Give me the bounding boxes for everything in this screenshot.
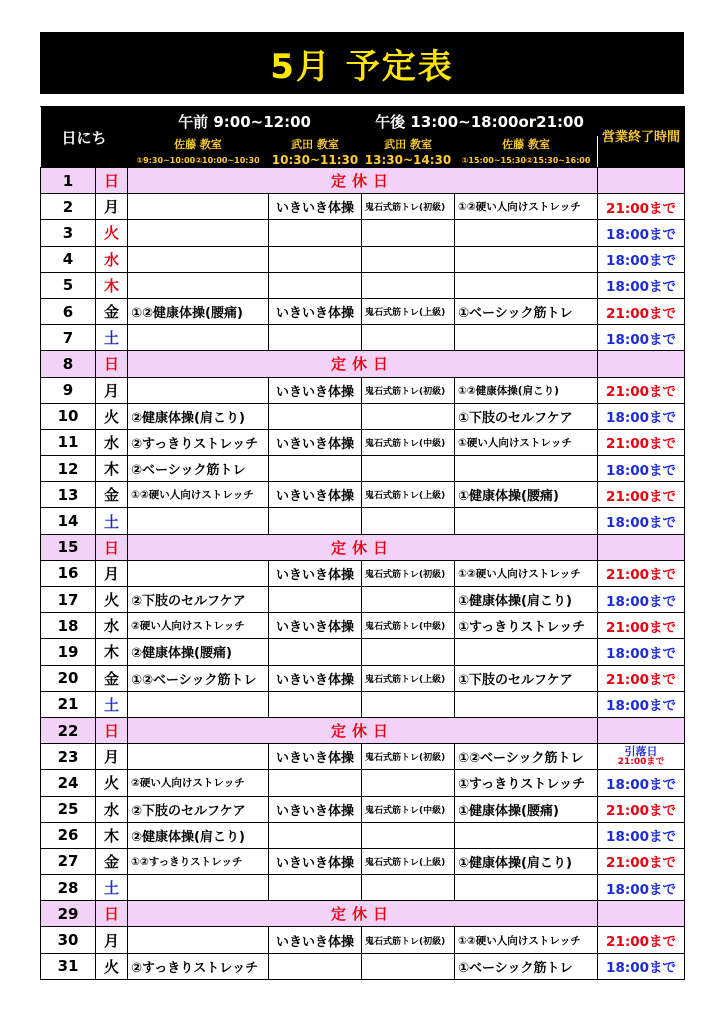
class2-cell (269, 587, 362, 613)
class4-cell (455, 691, 598, 717)
class2-name: 武田 教室 (269, 136, 362, 153)
class3-cell (362, 508, 455, 534)
table-row (41, 744, 685, 770)
class1-cell (128, 744, 269, 770)
class1-cell: ②硬い人向けストレッチ (128, 770, 269, 796)
close-time (598, 351, 685, 377)
class2-cell (269, 456, 362, 482)
table-row (41, 770, 685, 796)
day-number: 6 (41, 298, 96, 324)
weekday: 金 (96, 848, 128, 874)
day-number: 12 (41, 456, 96, 482)
weekday: 月 (96, 377, 128, 403)
table-row (41, 560, 685, 586)
class1-cell (128, 560, 269, 586)
weekday: 日 (96, 168, 128, 194)
class4-time: ①15:00~15:30②15:30~16:00 (455, 153, 598, 168)
day-number: 4 (41, 246, 96, 272)
class4-cell: ①健康体操(肩こり) (455, 848, 598, 874)
class1-cell: ②すっきりストレッチ (128, 429, 269, 455)
class1-cell (128, 325, 269, 351)
weekday: 水 (96, 796, 128, 822)
class3-cell (362, 639, 455, 665)
table-row (41, 534, 685, 560)
day-number: 5 (41, 272, 96, 298)
class3-cell (362, 875, 455, 901)
class2-cell (269, 822, 362, 848)
day-number: 18 (41, 613, 96, 639)
class1-cell (128, 875, 269, 901)
class4-cell: ①ベーシック筋トレ (455, 953, 598, 979)
day-number: 14 (41, 508, 96, 534)
close-time: 18:00まで (598, 822, 685, 848)
weekday: 木 (96, 639, 128, 665)
weekday: 水 (96, 613, 128, 639)
table-row (41, 691, 685, 717)
class4-cell: ①②硬い人向けストレッチ (455, 560, 598, 586)
class2-cell (269, 508, 362, 534)
class4-cell: ①②硬い人向けストレッチ (455, 194, 598, 220)
close-time: 18:00まで (598, 508, 685, 534)
close-time-header: 営業終了時間 (598, 107, 685, 168)
table-row (41, 298, 685, 324)
day-number: 29 (41, 901, 96, 927)
weekday: 水 (96, 429, 128, 455)
table-row (41, 665, 685, 691)
class3-cell (362, 770, 455, 796)
weekday: 月 (96, 194, 128, 220)
table-row (41, 508, 685, 534)
class2-cell: いきいき体操 (269, 927, 362, 953)
close-time (598, 717, 685, 743)
class2-time: 10:30~11:30 (269, 153, 362, 168)
class1-cell (128, 691, 269, 717)
class2-cell: いきいき体操 (269, 613, 362, 639)
class3-cell (362, 456, 455, 482)
table-row (41, 168, 685, 194)
class4-cell (455, 325, 598, 351)
day-number: 22 (41, 717, 96, 743)
day-number: 19 (41, 639, 96, 665)
class2-cell (269, 272, 362, 298)
close-time: 18:00まで (598, 456, 685, 482)
weekday: 木 (96, 272, 128, 298)
schedule-table (40, 106, 685, 980)
class4-cell: ①②ベーシック筋トレ (455, 744, 598, 770)
close-time: 18:00まで (598, 272, 685, 298)
weekday: 土 (96, 325, 128, 351)
holiday-label: 定休日 (128, 901, 598, 927)
class3-cell: 鬼石式筋トレ(中級) (362, 796, 455, 822)
day-number: 7 (41, 325, 96, 351)
class4-cell: ①②硬い人向けストレッチ (455, 927, 598, 953)
date-column-header: 日にち (41, 107, 128, 168)
class1-cell (128, 272, 269, 298)
table-row (41, 194, 685, 220)
close-time: 18:00まで (598, 639, 685, 665)
class1-cell: ②下肢のセルフケア (128, 587, 269, 613)
class1-cell: ①②すっきりストレッチ (128, 848, 269, 874)
day-number: 26 (41, 822, 96, 848)
day-number: 16 (41, 560, 96, 586)
class3-cell: 鬼石式筋トレ(初級) (362, 194, 455, 220)
weekday: 月 (96, 744, 128, 770)
class2-cell (269, 770, 362, 796)
class1-cell: ②健康体操(肩こり) (128, 403, 269, 429)
close-time: 21:00まで (598, 848, 685, 874)
class2-cell: いきいき体操 (269, 560, 362, 586)
class3-cell: 鬼石式筋トレ(上級) (362, 298, 455, 324)
class4-name: 佐藤 教室 (455, 136, 598, 153)
day-number: 15 (41, 534, 96, 560)
class1-cell (128, 194, 269, 220)
day-number: 3 (41, 220, 96, 246)
holiday-label: 定休日 (128, 351, 598, 377)
close-time: 18:00まで (598, 246, 685, 272)
class3-time: 13:30~14:30 (362, 153, 455, 168)
class3-cell (362, 325, 455, 351)
close-time: 18:00まで (598, 587, 685, 613)
table-row (41, 901, 685, 927)
class4-cell (455, 246, 598, 272)
close-time: 21:00まで (598, 613, 685, 639)
weekday: 火 (96, 403, 128, 429)
weekday: 土 (96, 875, 128, 901)
table-row (41, 377, 685, 403)
close-time: 21:00まで (598, 927, 685, 953)
class3-cell: 鬼石式筋トレ(初級) (362, 560, 455, 586)
close-time: 18:00まで (598, 953, 685, 979)
class4-cell: ①下肢のセルフケア (455, 403, 598, 429)
close-time-value: 21:00まで (617, 756, 665, 767)
class1-time: ①9:30~10:00②10:00~10:30 (128, 153, 269, 168)
close-time (598, 168, 685, 194)
class1-cell: ②ベーシック筋トレ (128, 456, 269, 482)
class1-cell: ①②硬い人向けストレッチ (128, 482, 269, 508)
class3-cell (362, 272, 455, 298)
class1-cell: ②健康体操(肩こり) (128, 822, 269, 848)
day-number: 30 (41, 927, 96, 953)
class4-cell (455, 639, 598, 665)
weekday: 火 (96, 770, 128, 796)
class1-cell (128, 377, 269, 403)
am-header: 午前 9:00~12:00 (128, 107, 362, 136)
table-row (41, 403, 685, 429)
class2-cell: いきいき体操 (269, 665, 362, 691)
class3-cell: 鬼石式筋トレ(中級) (362, 613, 455, 639)
class2-cell: いきいき体操 (269, 429, 362, 455)
close-time: 21:00まで (598, 796, 685, 822)
class4-cell: ①健康体操(腰痛) (455, 796, 598, 822)
class2-cell (269, 403, 362, 429)
class4-cell: ①ベーシック筋トレ (455, 298, 598, 324)
weekday: 火 (96, 587, 128, 613)
close-time (598, 744, 685, 770)
title-banner (40, 32, 684, 94)
class4-cell: ①健康体操(腰痛) (455, 482, 598, 508)
class2-cell: いきいき体操 (269, 848, 362, 874)
class3-cell (362, 246, 455, 272)
close-time: 21:00まで (598, 377, 685, 403)
weekday: 金 (96, 298, 128, 324)
class4-cell: ①下肢のセルフケア (455, 665, 598, 691)
class2-cell (269, 875, 362, 901)
weekday: 水 (96, 246, 128, 272)
table-row (41, 796, 685, 822)
close-time (598, 901, 685, 927)
day-number: 23 (41, 744, 96, 770)
table-row (41, 325, 685, 351)
class3-cell (362, 587, 455, 613)
table-row (41, 246, 685, 272)
class1-cell (128, 220, 269, 246)
weekday: 日 (96, 534, 128, 560)
day-number: 31 (41, 953, 96, 979)
class2-cell (269, 220, 362, 246)
day-number: 1 (41, 168, 96, 194)
day-number: 13 (41, 482, 96, 508)
table-row (41, 272, 685, 298)
class3-name: 武田 教室 (362, 136, 455, 153)
class3-cell: 鬼石式筋トレ(中級) (362, 429, 455, 455)
class4-cell: ①すっきりストレッチ (455, 770, 598, 796)
close-time: 21:00まで (598, 298, 685, 324)
holiday-label: 定休日 (128, 717, 598, 743)
class4-cell: ①健康体操(肩こり) (455, 587, 598, 613)
table-row (41, 351, 685, 377)
table-row (41, 613, 685, 639)
weekday: 金 (96, 482, 128, 508)
weekday: 土 (96, 691, 128, 717)
weekday: 月 (96, 560, 128, 586)
class4-cell (455, 456, 598, 482)
class1-cell: ①②健康体操(腰痛) (128, 298, 269, 324)
table-row (41, 953, 685, 979)
day-number: 2 (41, 194, 96, 220)
weekday: 金 (96, 665, 128, 691)
class4-cell (455, 508, 598, 534)
table-row (41, 822, 685, 848)
weekday: 木 (96, 822, 128, 848)
table-row (41, 848, 685, 874)
day-number: 21 (41, 691, 96, 717)
day-number: 8 (41, 351, 96, 377)
page-title: 5月 予定表 (270, 46, 454, 87)
day-number: 11 (41, 429, 96, 455)
class1-cell: ①②ベーシック筋トレ (128, 665, 269, 691)
class4-cell: ①すっきりストレッチ (455, 613, 598, 639)
table-row (41, 456, 685, 482)
close-time: 21:00まで (598, 665, 685, 691)
class3-cell: 鬼石式筋トレ(初級) (362, 927, 455, 953)
class2-cell: いきいき体操 (269, 377, 362, 403)
table-row (41, 482, 685, 508)
class1-cell (128, 246, 269, 272)
weekday: 日 (96, 901, 128, 927)
day-number: 27 (41, 848, 96, 874)
class3-cell (362, 403, 455, 429)
close-time: 18:00まで (598, 403, 685, 429)
class2-cell (269, 639, 362, 665)
class3-cell (362, 953, 455, 979)
weekday: 木 (96, 456, 128, 482)
class2-cell: いきいき体操 (269, 796, 362, 822)
class2-cell (269, 246, 362, 272)
close-time: 21:00まで (598, 429, 685, 455)
class3-cell: 鬼石式筋トレ(上級) (362, 482, 455, 508)
class4-cell (455, 220, 598, 246)
table-row (41, 717, 685, 743)
close-time: 21:00まで (598, 560, 685, 586)
class2-cell (269, 691, 362, 717)
class3-cell (362, 822, 455, 848)
close-time: 18:00まで (598, 220, 685, 246)
class3-cell: 鬼石式筋トレ(上級) (362, 848, 455, 874)
class4-cell: ①硬い人向けストレッチ (455, 429, 598, 455)
class1-name: 佐藤 教室 (128, 136, 269, 153)
close-time: 18:00まで (598, 325, 685, 351)
table-row (41, 927, 685, 953)
class4-cell (455, 822, 598, 848)
class3-cell: 鬼石式筋トレ(上級) (362, 665, 455, 691)
class1-cell: ②健康体操(腰痛) (128, 639, 269, 665)
weekday: 火 (96, 220, 128, 246)
table-row (41, 875, 685, 901)
class4-cell (455, 272, 598, 298)
close-time (598, 534, 685, 560)
class4-cell: ①②健康体操(肩こり) (455, 377, 598, 403)
table-row (41, 639, 685, 665)
day-number: 10 (41, 403, 96, 429)
close-time: 18:00まで (598, 691, 685, 717)
holiday-label: 定休日 (128, 168, 598, 194)
day-number: 28 (41, 875, 96, 901)
weekday: 火 (96, 953, 128, 979)
class2-cell: いきいき体操 (269, 482, 362, 508)
class3-cell: 鬼石式筋トレ(初級) (362, 744, 455, 770)
pm-header: 午後 13:00~18:00or21:00 (362, 107, 598, 136)
class2-cell (269, 953, 362, 979)
class2-cell: いきいき体操 (269, 194, 362, 220)
table-row (41, 429, 685, 455)
class1-cell: ②すっきりストレッチ (128, 953, 269, 979)
weekday: 日 (96, 717, 128, 743)
class1-cell (128, 508, 269, 534)
weekday: 日 (96, 351, 128, 377)
class4-cell (455, 875, 598, 901)
class3-cell: 鬼石式筋トレ(初級) (362, 377, 455, 403)
day-number: 20 (41, 665, 96, 691)
table-row (41, 220, 685, 246)
day-number: 9 (41, 377, 96, 403)
class2-cell: いきいき体操 (269, 298, 362, 324)
class1-cell (128, 927, 269, 953)
class3-cell (362, 220, 455, 246)
class1-cell: ②下肢のセルフケア (128, 796, 269, 822)
day-number: 17 (41, 587, 96, 613)
class1-cell: ②硬い人向けストレッチ (128, 613, 269, 639)
class2-cell (269, 325, 362, 351)
close-time: 21:00まで (598, 482, 685, 508)
close-time: 18:00まで (598, 875, 685, 901)
day-number: 24 (41, 770, 96, 796)
class3-cell (362, 691, 455, 717)
close-time: 21:00まで (598, 194, 685, 220)
table-row (41, 587, 685, 613)
class2-cell: いきいき体操 (269, 744, 362, 770)
day-number: 25 (41, 796, 96, 822)
weekday: 土 (96, 508, 128, 534)
debit-day-label: 引落日 (624, 744, 658, 758)
close-time: 18:00まで (598, 770, 685, 796)
weekday: 月 (96, 927, 128, 953)
holiday-label: 定休日 (128, 534, 598, 560)
